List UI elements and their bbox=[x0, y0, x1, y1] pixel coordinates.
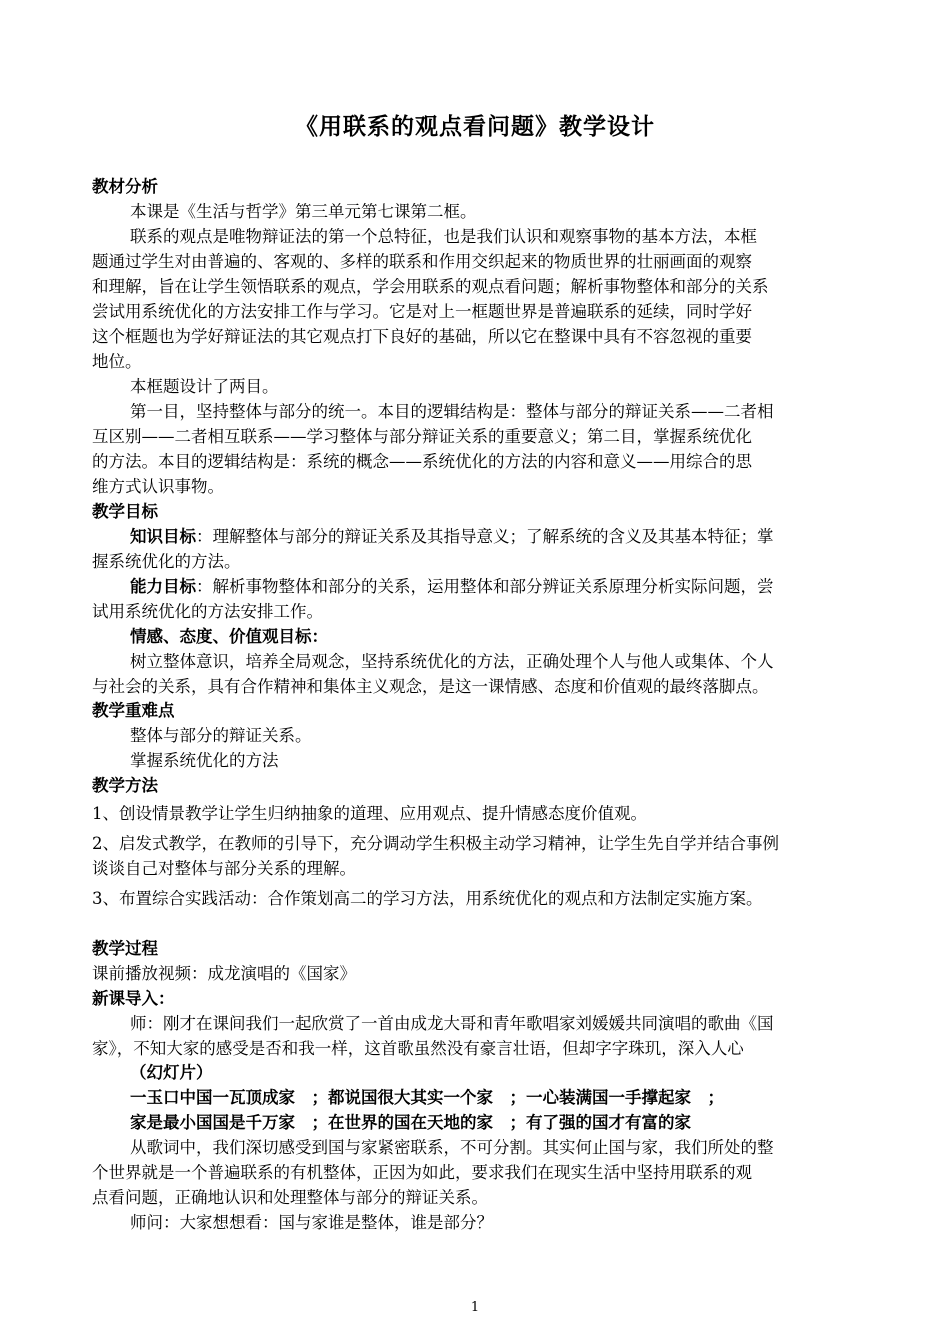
paragraph-line: 从歌词中，我们深切感受到国与家紧密联系，不可分割。其实何止国与家，我们所处的整 bbox=[130, 1138, 774, 1157]
emotion-goal-label: 情感、态度、价值观目标： bbox=[130, 627, 328, 646]
paragraph-line: 地位。 bbox=[92, 352, 142, 371]
section-heading-difficulty: 教学重难点 bbox=[92, 701, 175, 720]
section-heading-material: 教材分析 bbox=[92, 177, 158, 196]
paragraph-line: 试用系统优化的方法安排工作。 bbox=[92, 602, 323, 621]
intro-heading: 新课导入： bbox=[92, 989, 175, 1008]
paragraph-line: 题通过学生对由普遍的、客观的、多样的联系和作用交织起来的物质世界的壮丽画面的观察 bbox=[92, 252, 752, 271]
knowledge-goal-line bbox=[130, 526, 774, 548]
paragraph-line: 师：刚才在课间我们一起欣赏了一首由成龙大哥和青年歌唱家刘媛媛共同演唱的歌曲《国 bbox=[130, 1014, 774, 1033]
paragraph-line: 本课是《生活与哲学》第三单元第七课第二框。 bbox=[130, 202, 477, 221]
section-heading-method: 教学方法 bbox=[92, 776, 158, 795]
method-item: 谈谈自己对整体与部分关系的理解。 bbox=[92, 859, 356, 878]
paragraph-line: 这个框题也为学好辩证法的其它观点打下良好的基础，所以它在整课中具有不容忽视的重要 bbox=[92, 327, 752, 346]
slide-label: （幻灯片） bbox=[130, 1063, 213, 1082]
paragraph-line: 握系统优化的方法。 bbox=[92, 552, 241, 571]
lyrics-line: 家是最小国国是千万家 ；在世界的国在天地的家 ；有了强的国才有富的家 bbox=[130, 1113, 691, 1132]
lyrics-line: 一玉口中国一瓦顶成家 ；都说国很大其实一个家 ；一心装满国一手撑起家 ； bbox=[130, 1088, 724, 1107]
paragraph-line: 联系的观点是唯物辩证法的第一个总特征，也是我们认识和观察事物的基本方法，本框 bbox=[130, 227, 757, 246]
paragraph-line: 家》，不知大家的感受是否和我一样，这首歌虽然没有豪言壮语，但却字字珠玑，深入人心 bbox=[92, 1039, 744, 1058]
paragraph-line: 点看问题，正确地认识和处理整体与部分的辩证关系。 bbox=[92, 1188, 488, 1207]
video-note: 课前播放视频：成龙演唱的《国家》 bbox=[92, 964, 356, 983]
paragraph-line: 个世界就是一个普遍联系的有机整体，正因为如此，要求我们在现实生活中坚持用联系的观 bbox=[92, 1163, 752, 1182]
paragraph-line: 与社会的关系，具有合作精神和集体主义观念，是这一课情感、态度和价值观的最终落脚点。 bbox=[92, 677, 769, 696]
section-heading-process: 教学过程 bbox=[92, 939, 158, 958]
paragraph-line: 互区别——二者相互联系——学习整体与部分辩证关系的重要意义；第二目，掌握系统优化 bbox=[92, 427, 752, 446]
paragraph-line: 本框题设计了两目。 bbox=[130, 377, 279, 396]
paragraph-line: 维方式认识事物。 bbox=[92, 477, 224, 496]
ability-goal-line bbox=[130, 576, 774, 598]
paragraph-line: 第一目，坚持整体与部分的统一。本目的逻辑结构是：整体与部分的辩证关系——二者相 bbox=[130, 402, 774, 421]
paragraph-line: 树立整体意识，培养全局观念，坚持系统优化的方法，正确处理个人与他人或集体、个人 bbox=[130, 652, 774, 671]
method-item: 1、创设情景教学让学生归纳抽象的道理、应用观点、提升情感态度价值观。 bbox=[92, 804, 647, 823]
paragraph-line: 和理解，旨在让学生领悟联系的观点，学会用联系的观点看问题；解析事物整体和部分的关系 bbox=[92, 277, 769, 296]
paragraph-line: 整体与部分的辩证关系。 bbox=[130, 726, 312, 745]
section-heading-goals: 教学目标 bbox=[92, 502, 158, 521]
method-item: 2、启发式教学，在教师的引导下，充分调动学生积极主动学习精神，让学生先自学并结合事例 bbox=[92, 834, 779, 853]
paragraph-line: 的方法。本目的逻辑结构是：系统的概念——系统优化的方法的内容和意义——用综合的思 bbox=[92, 452, 752, 471]
knowledge-goal-text: ：理解整体与部分的辩证关系及其指导意义；了解系统的含义及其基本特征；掌 bbox=[196, 527, 774, 546]
ability-goal-label: 能力目标 bbox=[130, 577, 196, 596]
paragraph-line: 尝试用系统优化的方法安排工作与学习。它是对上一框题世界是普遍联系的延续，同时学好 bbox=[92, 302, 752, 321]
paragraph-line: 师问：大家想想看：国与家谁是整体，谁是部分？ bbox=[130, 1213, 493, 1232]
page-number: 1 bbox=[470, 1300, 480, 1315]
document-title: 《用联系的观点看问题》教学设计 bbox=[295, 113, 655, 140]
method-item: 3、布置综合实践活动：合作策划高二的学习方法，用系统优化的观点和方法制定实施方案。 bbox=[92, 889, 763, 908]
ability-goal-text: ：解析事物整体和部分的关系，运用整体和部分辨证关系原理分析实际问题，尝 bbox=[196, 577, 774, 596]
paragraph-line: 掌握系统优化的方法 bbox=[130, 751, 279, 770]
knowledge-goal-label: 知识目标 bbox=[130, 527, 196, 546]
